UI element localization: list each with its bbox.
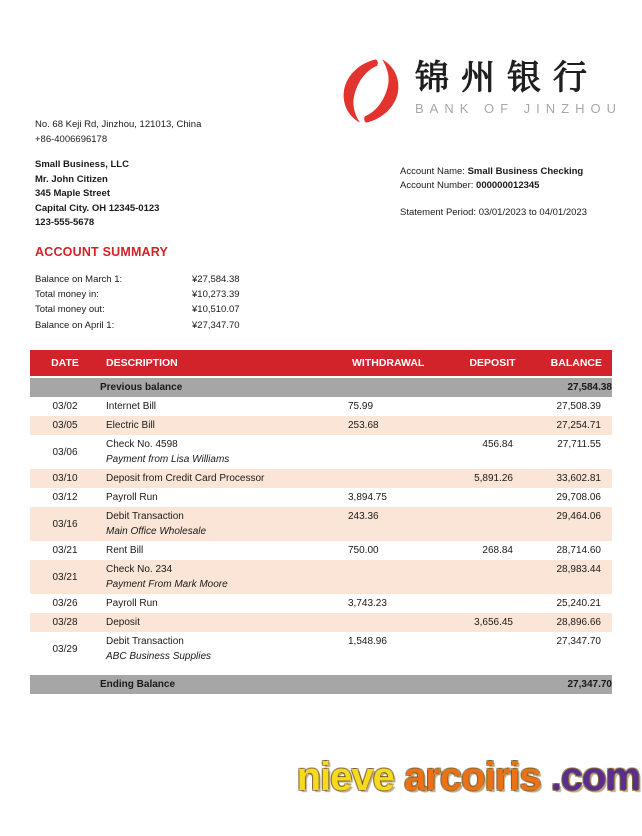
customer-address-line: 123-555-5678 (35, 217, 95, 228)
transaction-description-main: Payroll Run (106, 492, 158, 503)
bank-name-chinese: 锦州银行 (415, 58, 599, 98)
ending-balance-label: Ending Balance (100, 675, 340, 694)
account-summary-rows (35, 272, 335, 333)
transaction-description-main: Check No. 4598 (106, 439, 178, 450)
previous-balance-row (30, 377, 612, 397)
transaction-description-main: Deposit (106, 617, 140, 628)
transaction-balance: 29,464.06 (530, 507, 612, 541)
transactions-table (30, 350, 612, 694)
customer-address-line: 345 Maple Street (35, 188, 110, 199)
transaction-deposit (455, 594, 530, 613)
customer-address (35, 158, 159, 231)
summary-label: Total money in: (35, 289, 99, 301)
summary-value: ¥27,584.38 (192, 274, 240, 286)
bank-name-english: BANK OF JINZHOU (415, 101, 623, 116)
transaction-description-main: Rent Bill (106, 545, 144, 556)
transaction-description (100, 469, 340, 488)
customer-address-line: Capital City. OH 12345-0123 (35, 202, 160, 214)
transaction-balance: 25,240.21 (556, 598, 601, 609)
transaction-withdrawal: 750.00 (348, 545, 379, 556)
transaction-balance: 29,708.06 (556, 492, 601, 503)
transaction-description-main: Debit Transaction (106, 511, 184, 522)
ending-balance-amount: 27,347.70 (530, 675, 612, 694)
transaction-balance: 28,983.44 (530, 560, 612, 594)
account-name-label: Account Name: (400, 166, 468, 177)
ending-balance-deposit (455, 675, 530, 694)
transaction-date: 03/21 (30, 560, 100, 594)
statement-period-row (400, 206, 587, 220)
transaction-date: 03/12 (52, 492, 78, 503)
transaction-description-main: Deposit from Credit Card Processor (106, 473, 265, 484)
transaction-date: 03/02 (52, 401, 78, 412)
ending-balance-row (30, 675, 612, 694)
summary-value: ¥27,347.70 (192, 319, 240, 331)
transaction-withdrawal: 243.36 (340, 507, 455, 541)
transaction-date: 03/29 (52, 643, 78, 655)
transaction-row (30, 488, 612, 507)
transaction-description (100, 560, 340, 594)
summary-row (35, 272, 335, 287)
account-number-label: Account Number: (400, 180, 477, 191)
bank-logo (340, 58, 622, 124)
account-number-row (400, 179, 587, 193)
summary-label: Balance on April 1: (35, 319, 115, 331)
transaction-description (100, 397, 340, 416)
transaction-date: 03/10 (30, 469, 100, 488)
ending-balance-date (30, 675, 100, 694)
transaction-deposit: 3,656.45 (455, 613, 530, 632)
watermark-segment: .com (550, 755, 640, 799)
transaction-date: 03/05 (30, 416, 100, 435)
transaction-description-detail: Payment from Lisa Williams (106, 454, 230, 465)
transaction-row (30, 469, 612, 488)
transaction-row (30, 594, 612, 613)
transaction-date: 03/26 (52, 598, 78, 609)
transaction-description-main: Electric Bill (106, 420, 155, 431)
transaction-description (100, 541, 340, 560)
account-name-row (400, 165, 587, 179)
transaction-date: 03/06 (52, 446, 78, 458)
summary-row (35, 318, 335, 333)
watermark-segment: nieve (296, 755, 394, 799)
transaction-deposit (455, 416, 530, 435)
transaction-date: 03/16 (30, 507, 100, 541)
header-date: DATE (30, 350, 100, 377)
header-withdrawal: WITHDRAWAL (340, 350, 455, 377)
transaction-withdrawal (340, 560, 455, 594)
summary-row (35, 302, 335, 317)
transaction-row (30, 560, 612, 594)
transaction-balance: 27,254.71 (530, 416, 612, 435)
table-spacer-row (30, 666, 612, 675)
transaction-withdrawal (340, 613, 455, 632)
transaction-row (30, 507, 612, 541)
previous-balance-date (30, 377, 100, 397)
transaction-deposit (455, 560, 530, 594)
transaction-deposit: 268.84 (482, 545, 513, 556)
transaction-withdrawal (340, 469, 455, 488)
customer-address-line: Small Business, LLC (35, 159, 129, 170)
account-summary (35, 245, 335, 333)
summary-value: ¥10,273.39 (192, 289, 240, 301)
previous-balance-label: Previous balance (100, 377, 340, 397)
transaction-row (30, 416, 612, 435)
transaction-description (100, 594, 340, 613)
bank-address (35, 118, 201, 147)
transaction-description-main: Payroll Run (106, 598, 158, 609)
transaction-description (100, 435, 340, 469)
statement-period-label: Statement Period: (400, 207, 479, 218)
transaction-description-detail: Payment From Mark Moore (106, 579, 228, 590)
transaction-description (100, 632, 340, 666)
transaction-row (30, 632, 612, 666)
previous-balance-deposit (455, 377, 530, 397)
summary-label: Total money out: (35, 304, 105, 316)
account-summary-title: ACCOUNT SUMMARY (35, 245, 169, 259)
transaction-description-main: Check No. 234 (106, 564, 173, 575)
bank-address-line: No. 68 Keji Rd, Jinzhou, 121013, China (35, 119, 202, 130)
transaction-balance: 27,347.70 (556, 636, 601, 647)
transaction-deposit: 456.84 (482, 439, 513, 450)
header-deposit: DEPOSIT (455, 350, 530, 377)
transaction-deposit (455, 397, 530, 416)
site-watermark (297, 755, 640, 800)
transaction-withdrawal: 3,894.75 (348, 492, 387, 503)
bank-swirl-icon (340, 58, 402, 124)
transaction-withdrawal: 3,743.23 (348, 598, 387, 609)
transaction-description (100, 416, 340, 435)
transaction-description-detail: Main Office Wholesale (106, 526, 207, 537)
transaction-balance: 27,711.55 (557, 439, 601, 450)
summary-row (35, 287, 335, 302)
previous-balance-amount: 27,584.38 (530, 377, 612, 397)
bank-address-line: +86-4006696178 (35, 133, 108, 145)
transaction-description-main: Debit Transaction (106, 636, 184, 647)
summary-value: ¥10,510.07 (192, 304, 240, 316)
transaction-balance: 28,714.60 (556, 545, 601, 556)
table-spacer (30, 666, 612, 675)
header-balance: BALANCE (530, 350, 612, 377)
transaction-deposit (455, 632, 530, 666)
bank-logo-text (415, 58, 622, 116)
statement-period-value: 03/01/2023 to 04/01/2023 (478, 207, 587, 218)
summary-label: Balance on March 1: (35, 274, 123, 286)
transaction-date: 03/28 (30, 613, 100, 632)
transaction-deposit (455, 507, 530, 541)
transaction-balance: 33,602.81 (530, 469, 612, 488)
transaction-withdrawal: 1,548.96 (348, 636, 387, 647)
transaction-description (100, 488, 340, 507)
transaction-description (100, 613, 340, 632)
table-header-row (30, 350, 612, 377)
transaction-description (100, 507, 340, 541)
transaction-row (30, 435, 612, 469)
transaction-row (30, 613, 612, 632)
transaction-description-main: Internet Bill (106, 401, 157, 412)
transaction-balance: 28,896.66 (530, 613, 612, 632)
transaction-withdrawal: 75.99 (348, 401, 374, 412)
ending-balance-withdrawal (340, 675, 455, 694)
transaction-row (30, 541, 612, 560)
account-info (400, 165, 587, 220)
header-description: DESCRIPTION (100, 350, 340, 377)
transaction-date: 03/21 (52, 545, 78, 556)
customer-address-line: Mr. John Citizen (35, 173, 108, 185)
watermark-segment: arcoiris (403, 755, 541, 799)
transaction-balance: 27,508.39 (556, 401, 601, 412)
transaction-deposit: 5,891.26 (455, 469, 530, 488)
transaction-withdrawal (340, 435, 455, 469)
transaction-withdrawal: 253.68 (340, 416, 455, 435)
account-name-value: Small Business Checking (467, 166, 584, 177)
transaction-row (30, 397, 612, 416)
transaction-deposit (455, 488, 530, 507)
account-number-value: 000000012345 (476, 180, 540, 191)
previous-balance-withdrawal (340, 377, 455, 397)
transaction-description-detail: ABC Business Supplies (106, 651, 212, 662)
